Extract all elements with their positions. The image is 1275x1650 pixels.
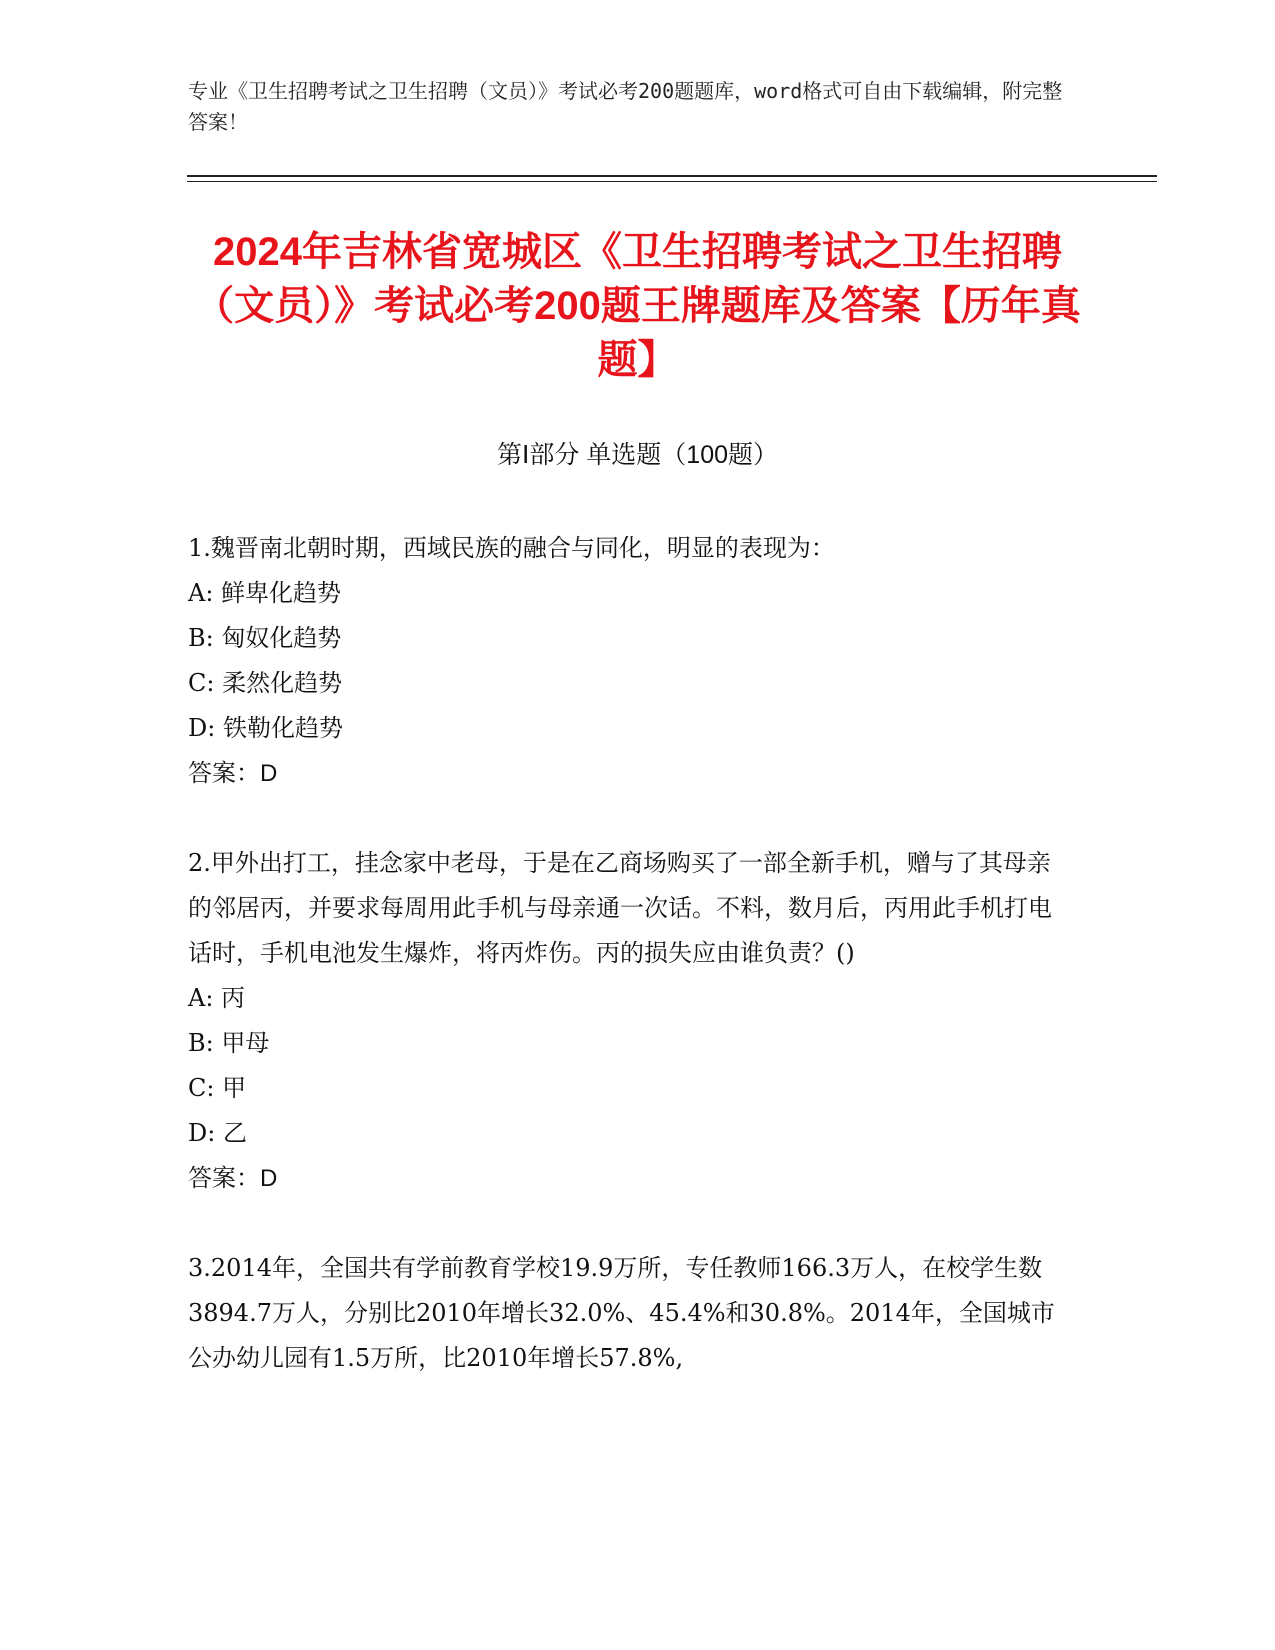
header-rule-thick <box>187 175 1157 177</box>
option-d: D: 乙 <box>188 1119 247 1147</box>
option-c: C: 柔然化趋势 <box>188 669 343 697</box>
header-rule-thin <box>187 181 1157 182</box>
option-c: C: 甲 <box>188 1074 247 1102</box>
option-a: A: 丙 <box>188 984 246 1012</box>
answer: 答案：D <box>188 1165 278 1192</box>
option-a: A: 鲜卑化趋势 <box>188 579 342 607</box>
question-3 <box>188 1246 1068 1381</box>
option-d: D: 铁勒化趋势 <box>188 714 343 742</box>
question-stem: 1.魏晋南北朝时期，西域民族的融合与同化，明显的表现为： <box>188 534 835 562</box>
question-spacer <box>188 796 1068 841</box>
question-stem: 3.2014年，全国共有学前教育学校19.9万所，专任教师166.3万人，在校学生数3894.7万人，分别比2010年增长32.0%、45.4%和30.8%。2014年，全国城市公办幼儿园有1.5万所，比2010年增长57.8%, <box>188 1254 1055 1372</box>
option-b: B: 甲母 <box>188 1029 270 1057</box>
question-stem: 2.甲外出打工，挂念家中老母，于是在乙商场购买了一部全新手机，赠与了其母亲的邻居丙，并要求每周用此手机与母亲通一次话。不料，数月后，丙用此手机打电话时，手机电池发生爆炸，将丙炸伤。丙的损失应由谁负责？() <box>188 849 1052 967</box>
question-2 <box>188 841 1068 1201</box>
section-title: 第Ⅰ部分 单选题（100题） <box>496 441 779 469</box>
answer: 答案：D <box>188 760 278 787</box>
question-1 <box>188 526 1068 796</box>
question-spacer <box>188 1201 1068 1246</box>
question-list <box>188 526 1068 1381</box>
document-title: 2024年吉林省宽城区《卫生招聘考试之卫生招聘（文员）》考试必考200题王牌题库及答案【历年真题】 <box>194 230 1081 382</box>
header-note: 专业《卫生招聘考试之卫生招聘（文员）》考试必考200题题库，word格式可自由下载编辑，附完整答案！ <box>188 79 1063 134</box>
option-b: B: 匈奴化趋势 <box>188 624 342 652</box>
